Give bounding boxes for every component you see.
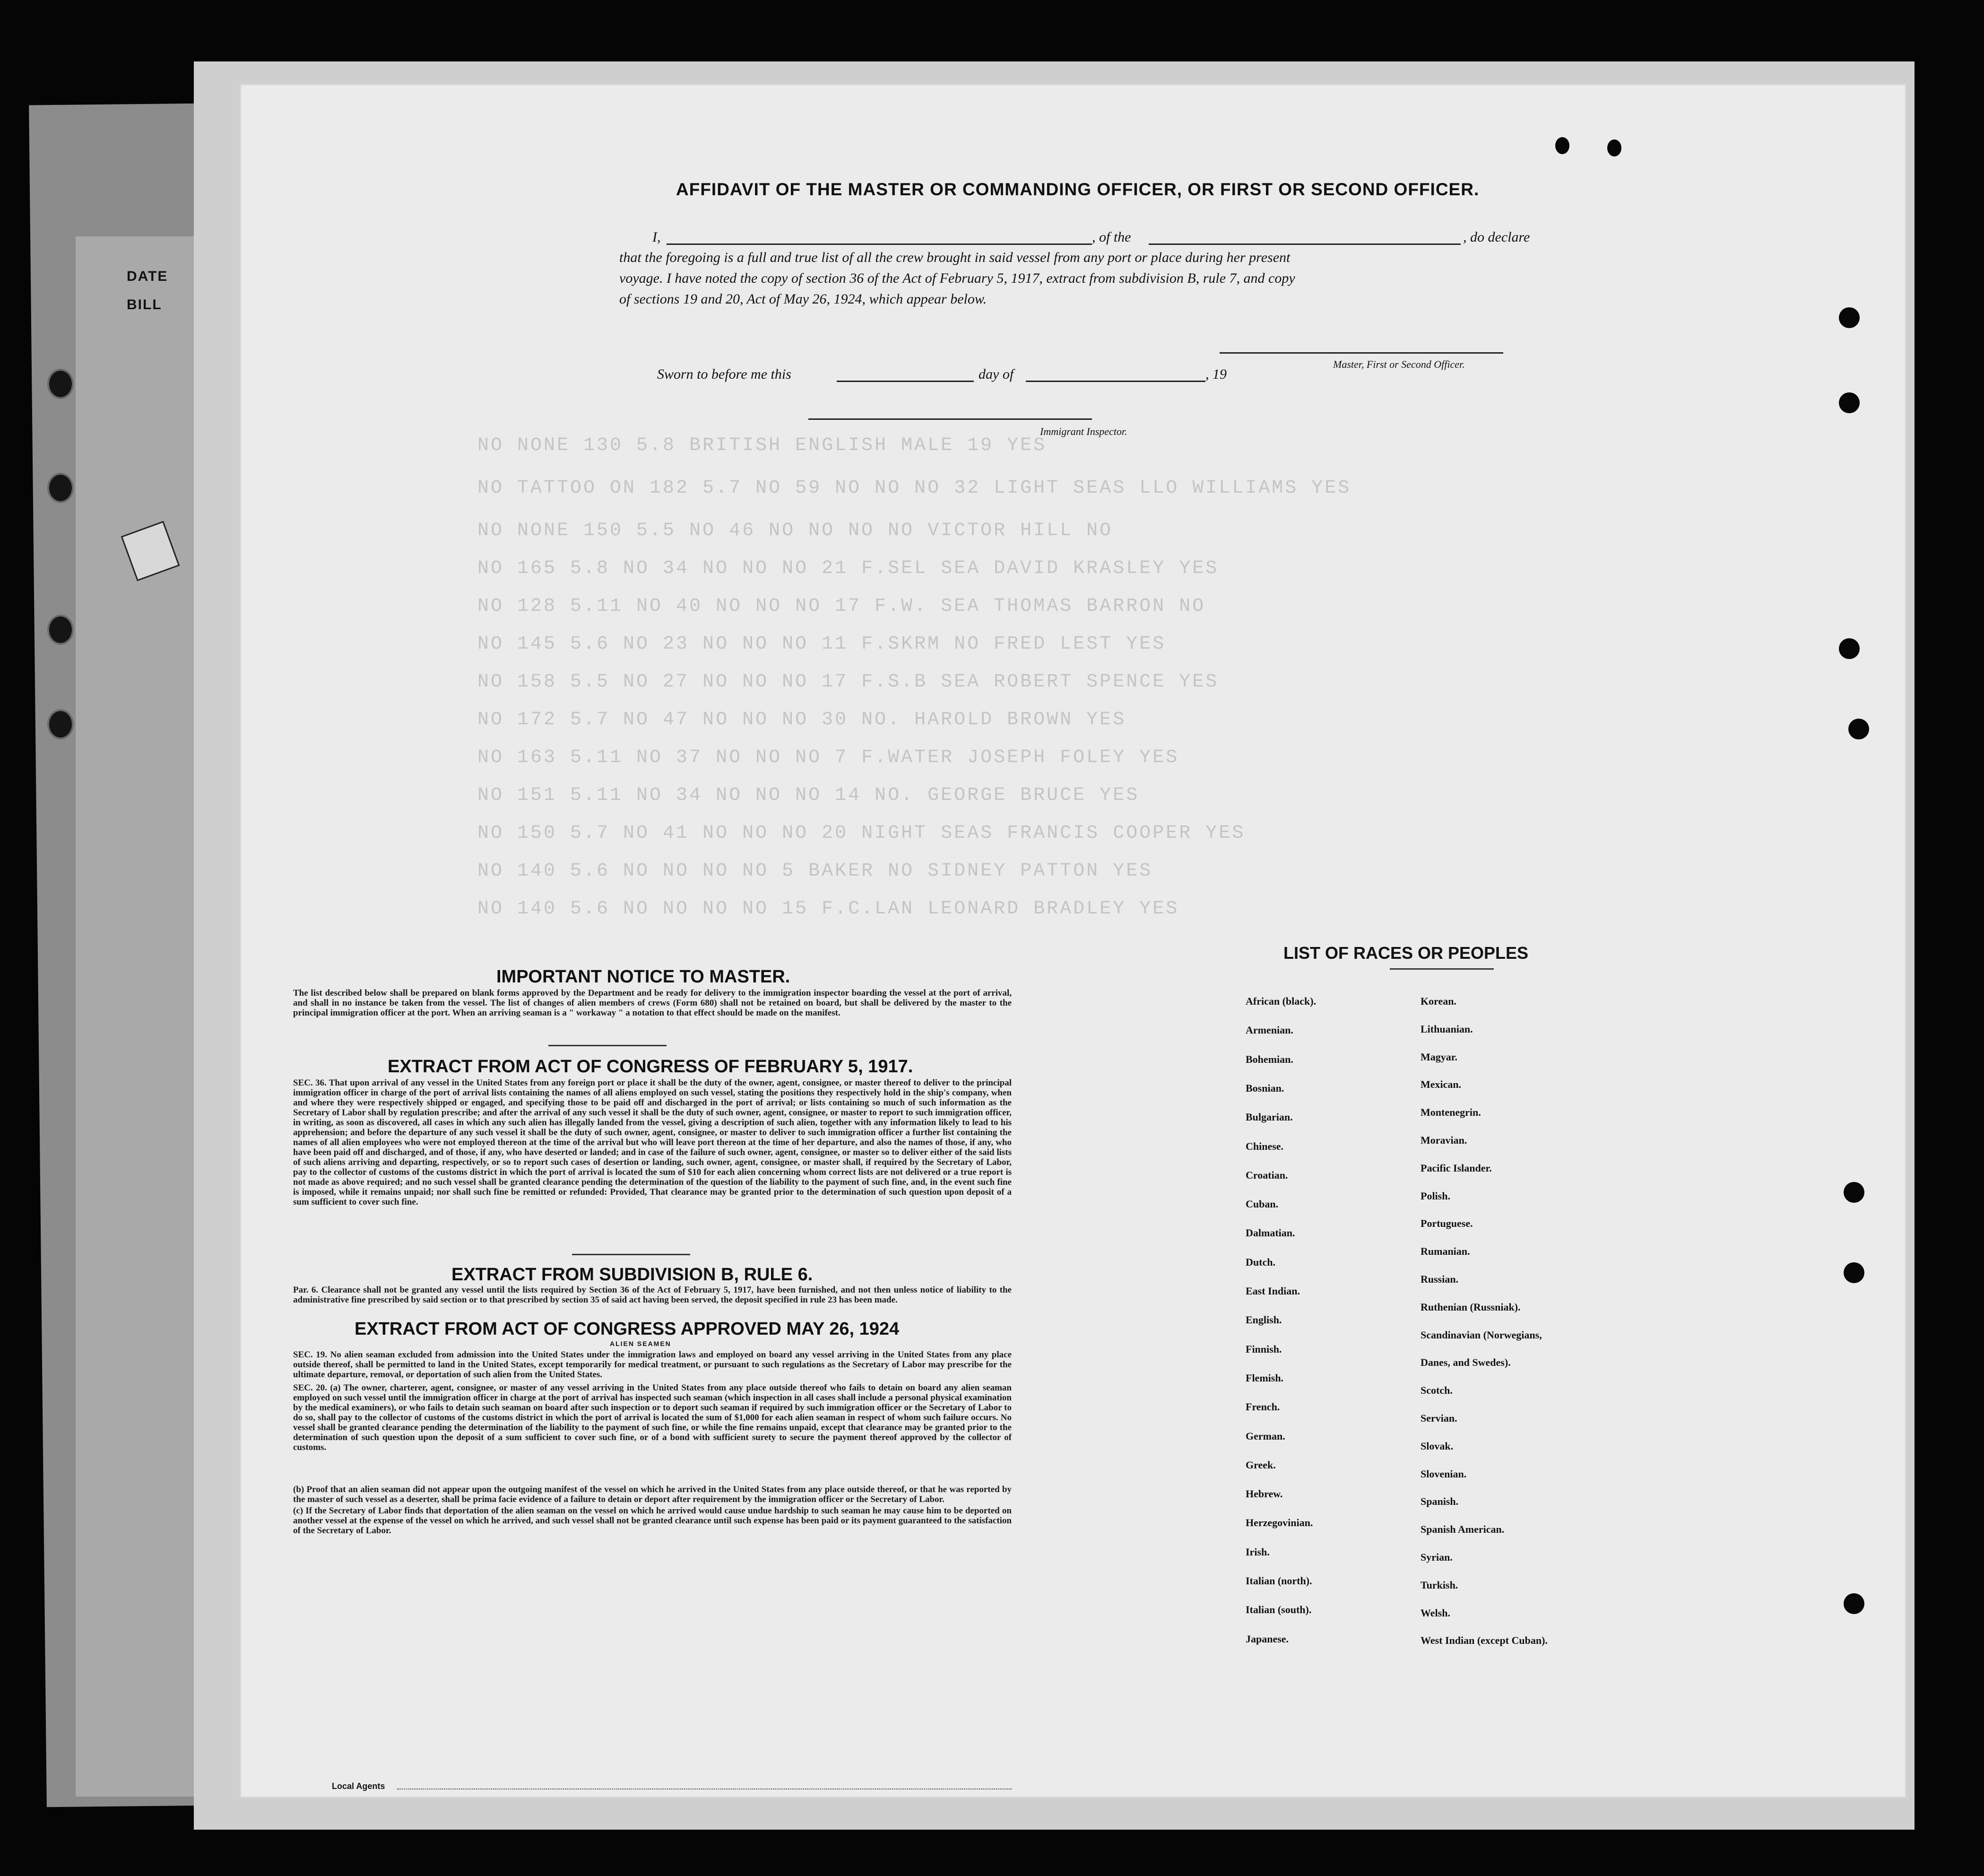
master-signature-line (1220, 352, 1503, 354)
punch-hole (1839, 638, 1860, 659)
inspector-signature-line (808, 418, 1092, 420)
race-item: Croatian. (1246, 1169, 1288, 1181)
bleed-through-row: NO 158 5.5 NO 27 NO NO NO 17 F.S.B SEA ROBERT SPENCE YES (477, 671, 1219, 693)
act-1917-body: SEC. 36. That upon arrival of any vessel in the United States from any foreign port or place it shall be the duty of the owner, agent, consignee, or master thereof to deliver to the principal immigration officer in charge of the port of arrival lists containing the names of all aliens employed on such vessel, stating the positions they respectively hold in the ship's company, when and where they were respectively shipped or engaged, and specifying those to be paid off and discharged in the port of arrival; or lists containing so much of such information as the Secretary of Labor shall by regulation prescribe; and after the arrival of any such vessel it shall be the duty of such owner, agent, consignee, or master to report to such immigration officer, in writing, as soon as discovered, all cases in which any such alien has illegally landed from the vessel, giving a description of such alien, together with any information likely to lead to his apprehension; and before the departure of any such vessel it shall be the duty of such owner, agent, consignee, or master to deliver to such immigration officer a further list containing the names of all alien employees who were not employed thereon at the time of the arrival but who will leave port thereon at the time of her departure, and also the names of those, if any, who have been paid off and discharged, and of those, if any, who have deserted or landed; and in case of the failure of such owner, agent, consignee, or master so to deliver either of the said lists of such aliens arriving and departing, respectively, or so to report such cases of desertion or landing, such owner, agent, consignee, or master shall, if required by the Secretary of Labor, pay to the collector of customs of the customs district in which the port of arrival is located the sum of $10 for each alien concerning whom correct lists are not delivered or a true report is not made as above required; and no such vessel shall be granted clearance pending the determination of the question of the liability to the payment of such fine, and, in the event such fine is imposed, while it remains unpaid; nor shall such fine be remitted or refunded: Provided, That clearance may be granted prior to the determination of such question upon deposit of a sum sufficient to cover such fine. (293, 1078, 1012, 1207)
binder-hole (47, 369, 74, 399)
punch-hole (1607, 139, 1621, 156)
left-sheet-bill-label: BILL (127, 297, 162, 313)
do-declare-label: , do declare (1463, 229, 1530, 245)
race-item: Flemish. (1246, 1372, 1284, 1384)
day-of-label: day of (979, 366, 1014, 382)
punch-hole (1844, 1262, 1864, 1283)
race-item: Rumanian. (1421, 1245, 1470, 1258)
statement-line-3: of sections 19 and 20, Act of May 26, 1924, which appear below. (619, 291, 987, 307)
punch-hole (1848, 719, 1869, 739)
race-item: African (black). (1246, 995, 1317, 1007)
act-1924-subtitle: ALIEN SEAMEN (610, 1340, 671, 1347)
race-item: Montenegrin. (1421, 1106, 1481, 1119)
race-item: Spanish American. (1421, 1523, 1505, 1536)
binder-hole (47, 615, 74, 645)
race-item: Finnish. (1246, 1343, 1282, 1355)
sec20c-body: (c) If the Secretary of Labor finds that deportation of the alien seaman on the vessel on which he arrived would cause undue hardship to such seaman he may cause him to be deported on another vessel at the expense of the vessel on which he arrived, and such vessel shall not be granted clearance until such expense has been paid or its payment guaranteed to the satisfaction of the Secretary of Labor. (293, 1506, 1012, 1536)
race-item: Bosnian. (1246, 1082, 1284, 1094)
race-item: English. (1246, 1314, 1282, 1326)
race-item: Syrian. (1421, 1551, 1453, 1563)
statement-line-2: voyage. I have noted the copy of section 36 of the Act of February 5, 1917, extract from subdivision B, rule 7, and copy (619, 270, 1295, 286)
sworn-label: Sworn to before me this (657, 366, 791, 382)
race-item: Korean. (1421, 995, 1456, 1007)
binder-hole (47, 473, 74, 503)
statement-line-1: that the foregoing is a full and true list of all the crew brought in said vessel from any port or place during her present (619, 250, 1291, 265)
race-item: East Indian. (1246, 1285, 1300, 1297)
rule6-body: Par. 6. Clearance shall not be granted any vessel until the lists required by Section 36 of the Act of February 5, 1917, have been furnished, and not then unless notice of liability to the administrative fine prescribed by said section or to that prescribed by section 35 of said act having been served, the deposit specified in rule 23 has been made. (293, 1285, 1012, 1305)
manifest-page (241, 85, 1905, 1797)
race-item: French. (1246, 1401, 1280, 1413)
inspector-label: Immigrant Inspector. (1040, 426, 1127, 437)
race-item: Chinese. (1246, 1140, 1284, 1152)
race-item: Russian. (1421, 1273, 1459, 1285)
bleed-through-row: NO 140 5.6 NO NO NO NO 15 F.C.LAN LEONARD BRADLEY YES (477, 898, 1179, 920)
vessel-blank (1149, 243, 1461, 245)
race-item: Armenian. (1246, 1024, 1293, 1036)
race-item: Italian (north). (1246, 1575, 1312, 1587)
race-item: Mexican. (1421, 1078, 1462, 1091)
punch-hole (1844, 1182, 1864, 1203)
sec19-body: SEC. 19. No alien seaman excluded from admission into the United States under the immigration laws and employed on board any vessel arriving in the United States from any place outside thereof, shall be permitted to land in the United States, except temporarily for medical treatment, or pursuant to such regulations as the Secretary of Labor may prescribe for the ultimate departure, removal, or deportation of such alien from the United States. (293, 1350, 1012, 1380)
binder-hole (47, 709, 74, 739)
race-item: Dalmatian. (1246, 1227, 1295, 1239)
punch-hole (1844, 1593, 1864, 1614)
race-item: German. (1246, 1430, 1285, 1442)
bleed-through-row: NO TATTOO ON 182 5.7 NO 59 NO NO NO 32 LIGHT SEAS LLO WILLIAMS YES (477, 478, 1352, 499)
section-rule (572, 1254, 690, 1255)
race-item: Slovak. (1421, 1440, 1454, 1452)
races-rule (1390, 968, 1494, 970)
race-item: Greek. (1246, 1459, 1276, 1471)
notice-title: IMPORTANT NOTICE TO MASTER. (496, 967, 790, 987)
race-item: Servian. (1421, 1412, 1457, 1424)
sec20a-body: SEC. 20. (a) The owner, charterer, agent, consignee, or master of any vessel arriving in the United States from any place outside thereof who fails to detain on board any alien seaman employed on such vessel until the immigration officer in charge at the port of arrival has inspected such seaman (which inspection in all cases shall include a personal physical examination by the medical examiners), or who fails to detain such seaman on board after such inspection or to deport such seaman if required by such immigration officer or the Secretary of Labor to do so, shall pay to the collector of customs of the customs district in which the port of arrival is located the sum of $1,000 for each alien seaman in respect of whom such failure occurs. No vessel shall be granted clearance pending the determination of the liability to the payment of such fine, or while the fine remains unpaid, except that clearance may be granted prior to the determination of such question upon the deposit of a sum sufficient to cover such fine, or of a bond with sufficient surety to secure the payment thereof approved by the collector of customs. (293, 1383, 1012, 1452)
year-label: , 19 (1205, 366, 1227, 382)
punch-hole (1839, 307, 1860, 328)
sworn-day-blank (837, 381, 974, 382)
race-item: Japanese. (1246, 1633, 1289, 1645)
race-item: Danes, and Swedes). (1421, 1356, 1511, 1369)
punch-hole (1555, 137, 1569, 154)
bleed-through-row: NO 163 5.11 NO 37 NO NO NO 7 F.WATER JOSEPH FOLEY YES (477, 747, 1179, 768)
bleed-through-row: NO NONE 150 5.5 NO 46 NO NO NO NO VICTOR HILL NO (477, 520, 1113, 541)
race-item: Herzegovinian. (1246, 1517, 1313, 1529)
act-1924-title: EXTRACT FROM ACT OF CONGRESS APPROVED MAY 26, 1924 (355, 1319, 900, 1339)
race-item: Turkish. (1421, 1579, 1458, 1591)
race-item: Spanish. (1421, 1495, 1459, 1508)
race-item: Cuban. (1246, 1198, 1279, 1210)
section-rule (548, 1045, 667, 1046)
race-item: Pacific Islander. (1421, 1162, 1492, 1174)
race-item: West Indian (except Cuban). (1421, 1634, 1548, 1647)
bleed-through-row: NO 150 5.7 NO 41 NO NO NO 20 NIGHT SEAS FRANCIS COOPER YES (477, 823, 1246, 844)
bleed-through-row: NO 145 5.6 NO 23 NO NO NO 11 F.SKRM NO FRED LEST YES (477, 634, 1166, 655)
bleed-through-row: NO 151 5.11 NO 34 NO NO NO 14 NO. GEORGE BRUCE YES (477, 785, 1140, 806)
i-label: I, (652, 229, 661, 245)
name-blank (667, 243, 1092, 245)
sec20b-body: (b) Proof that an alien seaman did not appear upon the outgoing manifest of the vessel on which he arrived in the United States from any place outside thereof, or that he was reported by the master of such vessel as a deserter, shall be prima facie evidence of a failure to detain or deport after requirement by the immigration officer or the Secretary of Labor. (293, 1485, 1012, 1504)
race-item: Hebrew. (1246, 1488, 1283, 1500)
bleed-through-row: NO 165 5.8 NO 34 NO NO NO 21 F.SEL SEA DAVID KRASLEY YES (477, 558, 1219, 579)
race-item: Moravian. (1421, 1134, 1467, 1146)
local-agents-label: Local Agents (332, 1781, 385, 1791)
race-item: Ruthenian (Russniak). (1421, 1301, 1521, 1313)
race-item: Scandinavian (Norwegians, (1421, 1329, 1542, 1341)
act-1917-title: EXTRACT FROM ACT OF CONGRESS OF FEBRUARY 5, 1917. (388, 1057, 913, 1077)
race-item: Portuguese. (1421, 1217, 1473, 1230)
bleed-through-row: NO 128 5.11 NO 40 NO NO NO 17 F.W. SEA THOMAS BARRON NO (477, 596, 1206, 617)
race-item: Lithuanian. (1421, 1023, 1473, 1035)
race-item: Bohemian. (1246, 1053, 1293, 1065)
race-item: Polish. (1421, 1190, 1450, 1202)
race-item: Magyar. (1421, 1051, 1458, 1063)
affidavit-title: AFFIDAVIT OF THE MASTER OR COMMANDING OFFICER, OR FIRST OR SECOND OFFICER. (676, 180, 1480, 199)
master-signature-label: Master, First or Second Officer. (1333, 358, 1465, 370)
bleed-through-row: NO 172 5.7 NO 47 NO NO NO 30 NO. HAROLD BROWN YES (477, 709, 1126, 730)
race-item: Bulgarian. (1246, 1111, 1293, 1123)
bleed-through-row: NO 140 5.6 NO NO NO NO 5 BAKER NO SIDNEY PATTON YES (477, 860, 1153, 882)
races-title: LIST OF RACES OR PEOPLES (1283, 943, 1529, 963)
race-item: Slovenian. (1421, 1468, 1467, 1480)
sworn-month-blank (1026, 381, 1205, 382)
bleed-through-row: NO NONE 130 5.8 BRITISH ENGLISH MALE 19 YES (477, 435, 1047, 456)
race-item: Irish. (1246, 1546, 1270, 1558)
race-item: Welsh. (1421, 1607, 1450, 1619)
race-item: Dutch. (1246, 1256, 1275, 1268)
left-sheet-date-label: DATE (127, 269, 168, 284)
of-the-label: , of the (1092, 229, 1131, 245)
notice-body: The list described below shall be prepared on blank forms approved by the Department and be ready for delivery to the immigration inspector boarding the vessel at the port of arrival, and shall in no instance be taken from the vessel. The list of changes of alien members of crews (Form 680) shall not be retained on board, but shall be delivered by the master to the principal immigration officer at the port. When an arriving seaman is a " workaway " a notation to that effect should be made on the manifest. (293, 988, 1012, 1018)
race-item: Scotch. (1421, 1384, 1453, 1397)
rule6-title: EXTRACT FROM SUBDIVISION B, RULE 6. (451, 1265, 813, 1285)
punch-hole (1839, 392, 1860, 413)
race-item: Italian (south). (1246, 1604, 1312, 1616)
